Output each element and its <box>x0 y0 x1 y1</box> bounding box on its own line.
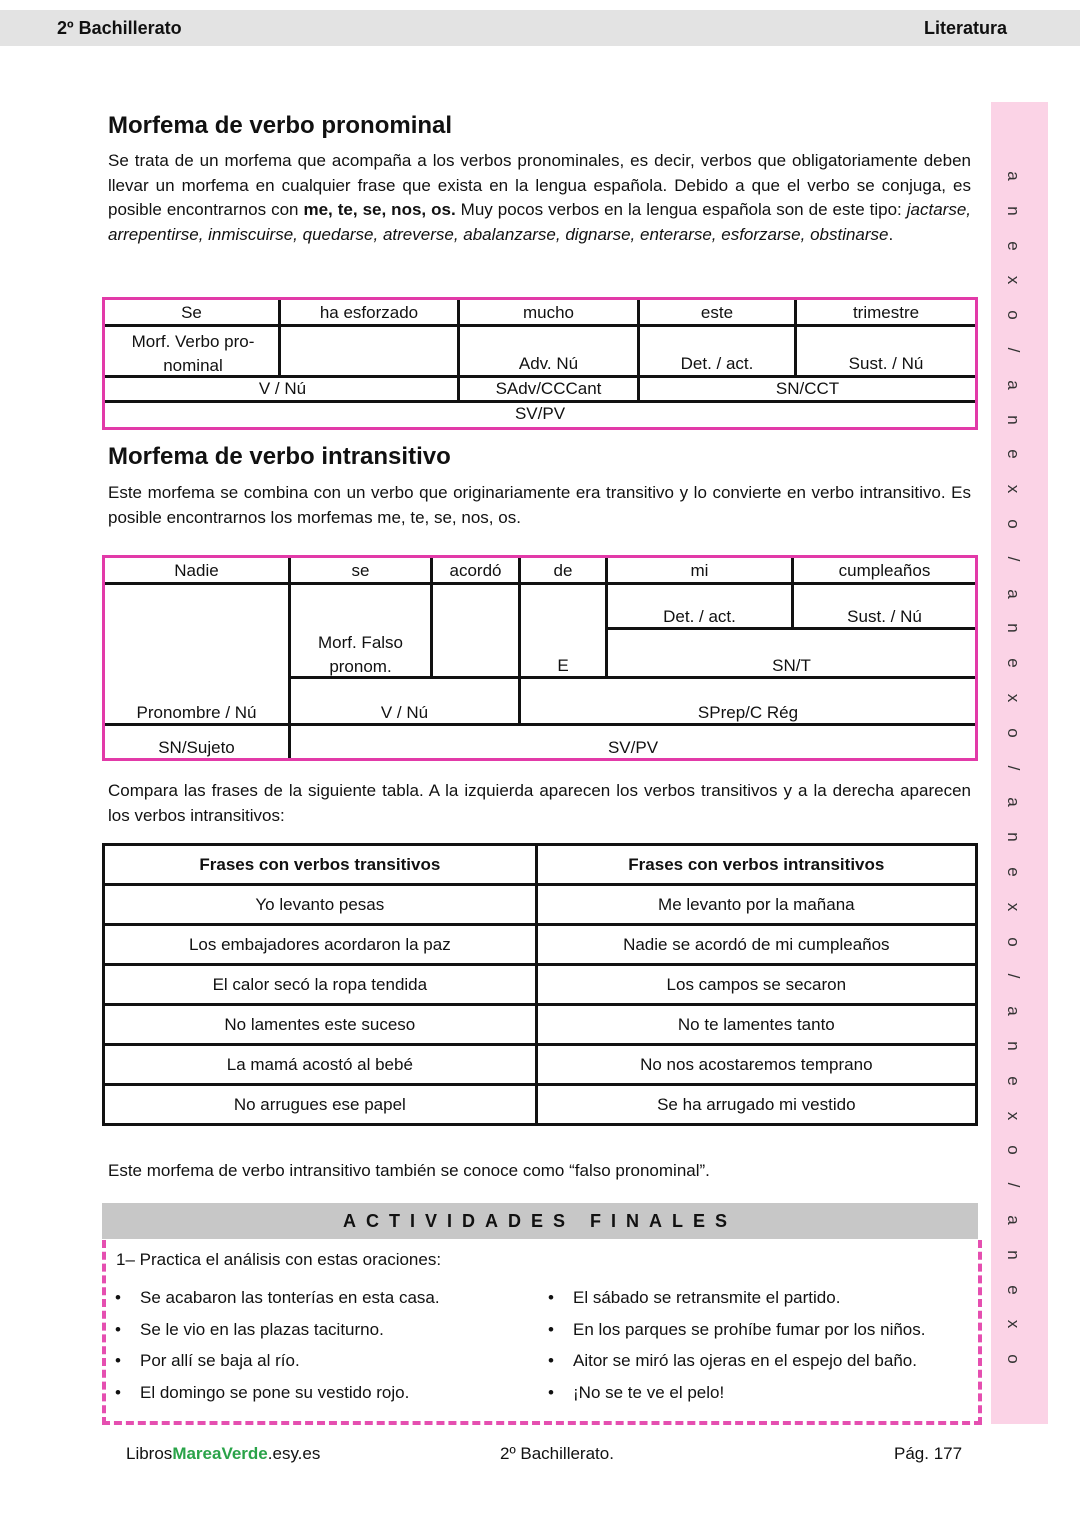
table-row: Yo levanto pesas Me levanto por la mañana <box>104 885 977 925</box>
word-cell: trimestre <box>852 303 920 322</box>
subject-cell: SN/Sujeto <box>158 738 235 757</box>
header-subject: Literatura <box>923 18 1007 38</box>
predicate-cell: SV/PV <box>607 738 659 757</box>
section-paragraph-pronominal: Se trata de un morfema que acompaña a los verbos pronominales, es decir, verbos que obligatoriamente deben llevar un morfema en cualquier frase que exista en la lengua española. Debido a que el verbo se conjuga, es posible encontrarnos con me, te, se, nos, os. Muy pocos verbos en la lengua española son de este tipo: jactarse, arrepentirse, inmiscuirse, quedarse, atreverse, abalanzarse, dignarse, enterarse, esforzarse, obstinarse. <box>108 151 971 244</box>
word-cell: mucho <box>522 303 575 322</box>
sidebar-letter: n <box>1004 414 1023 425</box>
word-cell: Se <box>181 303 202 322</box>
function-cell: SN/CCT <box>775 379 840 398</box>
word-cell: mi <box>690 561 709 580</box>
activity-prompt: 1– Practica el análisis con estas oraciones: <box>116 1250 442 1269</box>
word-cell: Nadie <box>174 561 219 580</box>
table-row: No lamentes este suceso No te lamentes tanto <box>104 1005 977 1045</box>
sidebar-letter: a <box>1004 380 1023 390</box>
list-item: • Aitor se miró las ojeras en el espejo del baño. <box>573 1345 973 1377</box>
section-title-intransitive: Morfema de verbo intransitivo <box>108 443 451 470</box>
sidebar-letter: / <box>1004 1182 1023 1188</box>
sidebar-letter: a <box>1004 1006 1023 1016</box>
sidebar-letter: e <box>1004 449 1023 460</box>
footer-page-number: Pág. 177 <box>894 1444 963 1463</box>
sidebar-letter: e <box>1004 658 1023 668</box>
sidebar-letter: / <box>1004 765 1023 770</box>
morph-cell: Det. / act. <box>663 607 736 626</box>
word-cell: acordó <box>449 561 502 580</box>
sidebar-letter: o <box>1004 519 1023 529</box>
morph-cell: Adv. Nú <box>518 354 579 373</box>
sidebar-letter: n <box>1004 1250 1023 1260</box>
list-item: • Se acabaron las tonterías en esta casa. <box>140 1282 540 1314</box>
comparison-table <box>102 843 978 1126</box>
section-title-pronominal: Morfema de verbo pronominal <box>108 112 453 139</box>
function-cell: V / Nú <box>380 703 429 722</box>
function-cell: SN/T <box>772 656 811 675</box>
sidebar-letter: o <box>1004 728 1023 738</box>
column-header: Frases con verbos transitivos <box>104 845 537 885</box>
list-item: • En los parques se prohíbe fumar por los niños. <box>573 1314 973 1346</box>
sidebar-letter: a <box>1004 588 1023 599</box>
sidebar-letter: e <box>1004 1284 1023 1295</box>
list-item: • Se le vio en las plazas taciturno. <box>140 1314 540 1346</box>
morph-cell: Pronombre / Nú <box>136 703 257 722</box>
sidebar-letter: n <box>1004 1041 1023 1051</box>
table-row: Los embajadores acordaron la paz Nadie se acordó de mi cumpleaños <box>104 925 977 965</box>
word-cell: cumpleaños <box>838 561 931 580</box>
activity-list-right <box>573 1282 973 1408</box>
sidebar-letter: o <box>1004 1145 1023 1156</box>
sidebar-letter: x <box>1004 1111 1023 1120</box>
header-course: 2º Bachillerato <box>57 18 182 38</box>
footer-site: LibrosMareaVerde.esy.es <box>126 1444 321 1463</box>
word-cell: se <box>351 561 370 580</box>
morph-cell: Morf. Falso pronom. <box>317 633 404 676</box>
sidebar-letter: e <box>1004 867 1023 877</box>
sidebar-letter: a <box>1004 1215 1023 1225</box>
sidebar-letter: n <box>1004 832 1023 842</box>
list-item: • El domingo se pone su vestido rojo. <box>140 1377 540 1409</box>
list-item: • El sábado se retransmite el partido. <box>573 1282 973 1314</box>
sidebar-letter: e <box>1004 1076 1023 1086</box>
sidebar-letter: a <box>1004 797 1023 808</box>
table-row: La mamá acostó al bebé No nos acostaremos temprano <box>104 1045 977 1085</box>
activity-list-left <box>140 1282 540 1408</box>
sidebar-letter: / <box>1004 347 1023 353</box>
morph-cell: Det. / act. <box>680 354 754 373</box>
list-item: • Por allí se baja al río. <box>140 1345 540 1377</box>
sidebar-letter: a <box>1004 171 1023 181</box>
sidebar-letter: x <box>1004 693 1023 703</box>
section-paragraph-intransitive: Este morfema se combina con un verbo que originariamente era transitivo y lo convierte en verbo intransitivo. Es posible encontrarnos los morfemas me, te, se, nos, os. <box>108 483 971 527</box>
sidebar-letter: / <box>1004 556 1023 562</box>
annex-vertical-text <box>995 108 1031 1418</box>
morph-cell: E <box>557 656 569 675</box>
table-row: No arrugues ese papel Se ha arrugado mi vestido <box>104 1085 977 1125</box>
morph-cell: Sust. / Nú <box>847 607 922 626</box>
sidebar-letter: x <box>1004 1320 1023 1329</box>
morph-cell: Morf. Verbo pro-nominal <box>131 332 255 375</box>
note-text: Este morfema de verbo intransitivo también se conoce como “falso pronominal”. <box>108 1161 710 1180</box>
word-cell: ha esforzado <box>319 303 419 322</box>
morph-cell: Sust. / Nú <box>848 354 924 373</box>
sidebar-letter: o <box>1004 936 1023 947</box>
predicate-cell: SV/PV <box>514 404 566 423</box>
sidebar-letter: n <box>1004 623 1023 634</box>
compare-intro: Compara las frases de la siguiente tabla. A la izquierda aparecen los verbos transitivos y a la derecha aparecen los verbos intransitivos: <box>108 781 971 825</box>
sidebar-letter: n <box>1004 206 1023 216</box>
sidebar-letter: o <box>1004 1354 1023 1364</box>
footer-course: 2º Bachillerato. <box>500 1444 614 1463</box>
word-cell: de <box>553 561 573 580</box>
activities-title: ACTIVIDADES FINALES <box>102 1203 978 1239</box>
function-cell: V / Nú <box>258 379 307 398</box>
function-cell: SAdv/CCCant <box>495 379 602 398</box>
sidebar-letter: e <box>1004 240 1023 251</box>
analysis-table-pronominal <box>102 297 978 430</box>
word-cell: este <box>700 303 734 322</box>
table-row: El calor secó la ropa tendida Los campos se secaron <box>104 965 977 1005</box>
sidebar-letter: x <box>1004 276 1023 285</box>
sidebar-letter: o <box>1004 310 1023 320</box>
annex-sidebar <box>991 102 1048 1424</box>
analysis-table-intransitive <box>102 555 978 761</box>
activities-box <box>102 1240 982 1425</box>
sidebar-letter: x <box>1004 902 1023 912</box>
sidebar-letter: x <box>1004 484 1023 494</box>
function-cell: SPrep/C Rég <box>697 703 799 722</box>
column-header: Frases con verbos intransitivos <box>536 845 976 885</box>
sidebar-letter: / <box>1004 974 1023 979</box>
list-item: • ¡No se te ve el pelo! <box>573 1377 973 1409</box>
page-header <box>0 10 1080 46</box>
